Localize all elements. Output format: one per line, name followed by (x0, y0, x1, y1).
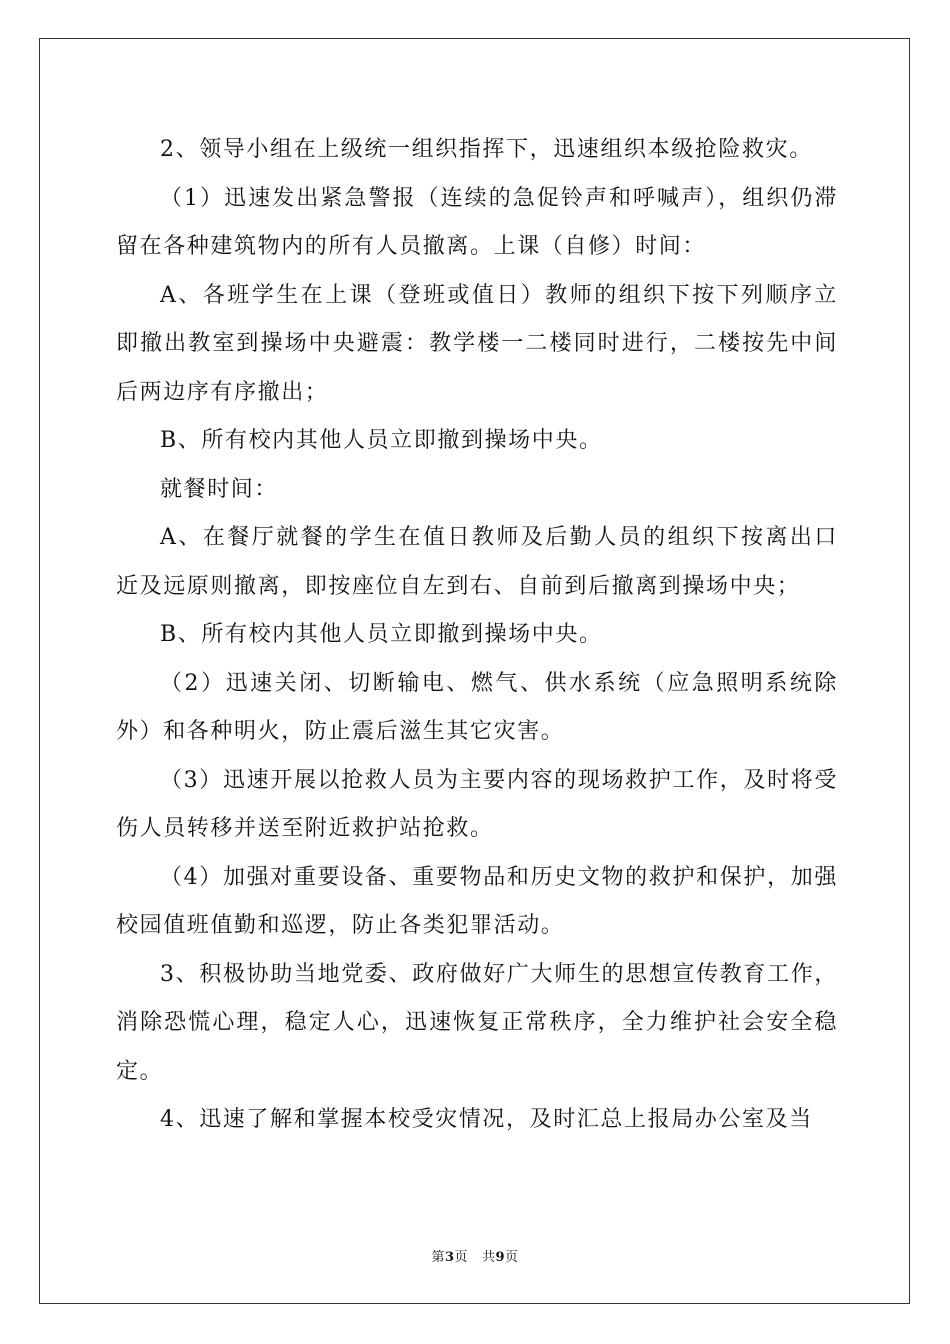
paragraph: 2、领导小组在上级统一组织指挥下，迅速组织本级抢险救灾。 (160, 137, 813, 162)
paragraph: B、所有校内其他人员立即撤到操场中央。 (160, 622, 603, 647)
page-prefix: 第 (431, 1250, 445, 1265)
paragraph: A、在餐厅就餐的学生在值日教师及后勤人员的组织下按离出口近及远原则撤离，即按座位自左到右、自前到后撤离到操场中央； (116, 525, 838, 599)
document-body (116, 126, 838, 1145)
page-number-footer (0, 1246, 950, 1265)
paragraph: B、所有校内其他人员立即撤到操场中央。 (160, 428, 603, 453)
paragraph: 4、迅速了解和掌握本校受灾情况，及时汇总上报局办公室及当 (160, 1107, 813, 1132)
total-pages: 9 (495, 1250, 506, 1265)
paragraph: 3、积极协助当地党委、政府做好广大师生的思想宣传教育工作，消除恐慌心理，稳定人心，迅速恢复正常秩序，全力维护社会安全稳定。 (116, 961, 838, 1084)
total-suffix: 页 (505, 1250, 519, 1265)
current-page: 3 (444, 1250, 455, 1265)
paragraph: （1）迅速发出紧急警报（连续的急促铃声和呼喊声），组织仍滞留在各种建筑物内的所有人员撤离。上课（自修）时间： (116, 185, 838, 259)
paragraph: （2）迅速关闭、切断输电、燃气、供水系统（应急照明系统除外）和各种明火，防止震后滋生其它灾害。 (116, 670, 838, 744)
total-prefix: 共 (481, 1250, 496, 1265)
paragraph: （3）迅速开展以抢救人员为主要内容的现场救护工作，及时将受伤人员转移并送至附近救护站抢救。 (116, 767, 838, 841)
page-suffix: 页 (454, 1250, 469, 1265)
paragraph: A、各班学生在上课（登班或值日）教师的组织下按下列顺序立即撤出教室到操场中央避震：教学楼一二楼同时进行，二楼按先中间后两边序有序撤出； (116, 282, 838, 405)
paragraph: 就餐时间： (160, 476, 279, 502)
paragraph: （4）加强对重要设备、重要物品和历史文物的救护和保护，加强校园值班值勤和巡逻，防止各类犯罪活动。 (116, 864, 838, 938)
